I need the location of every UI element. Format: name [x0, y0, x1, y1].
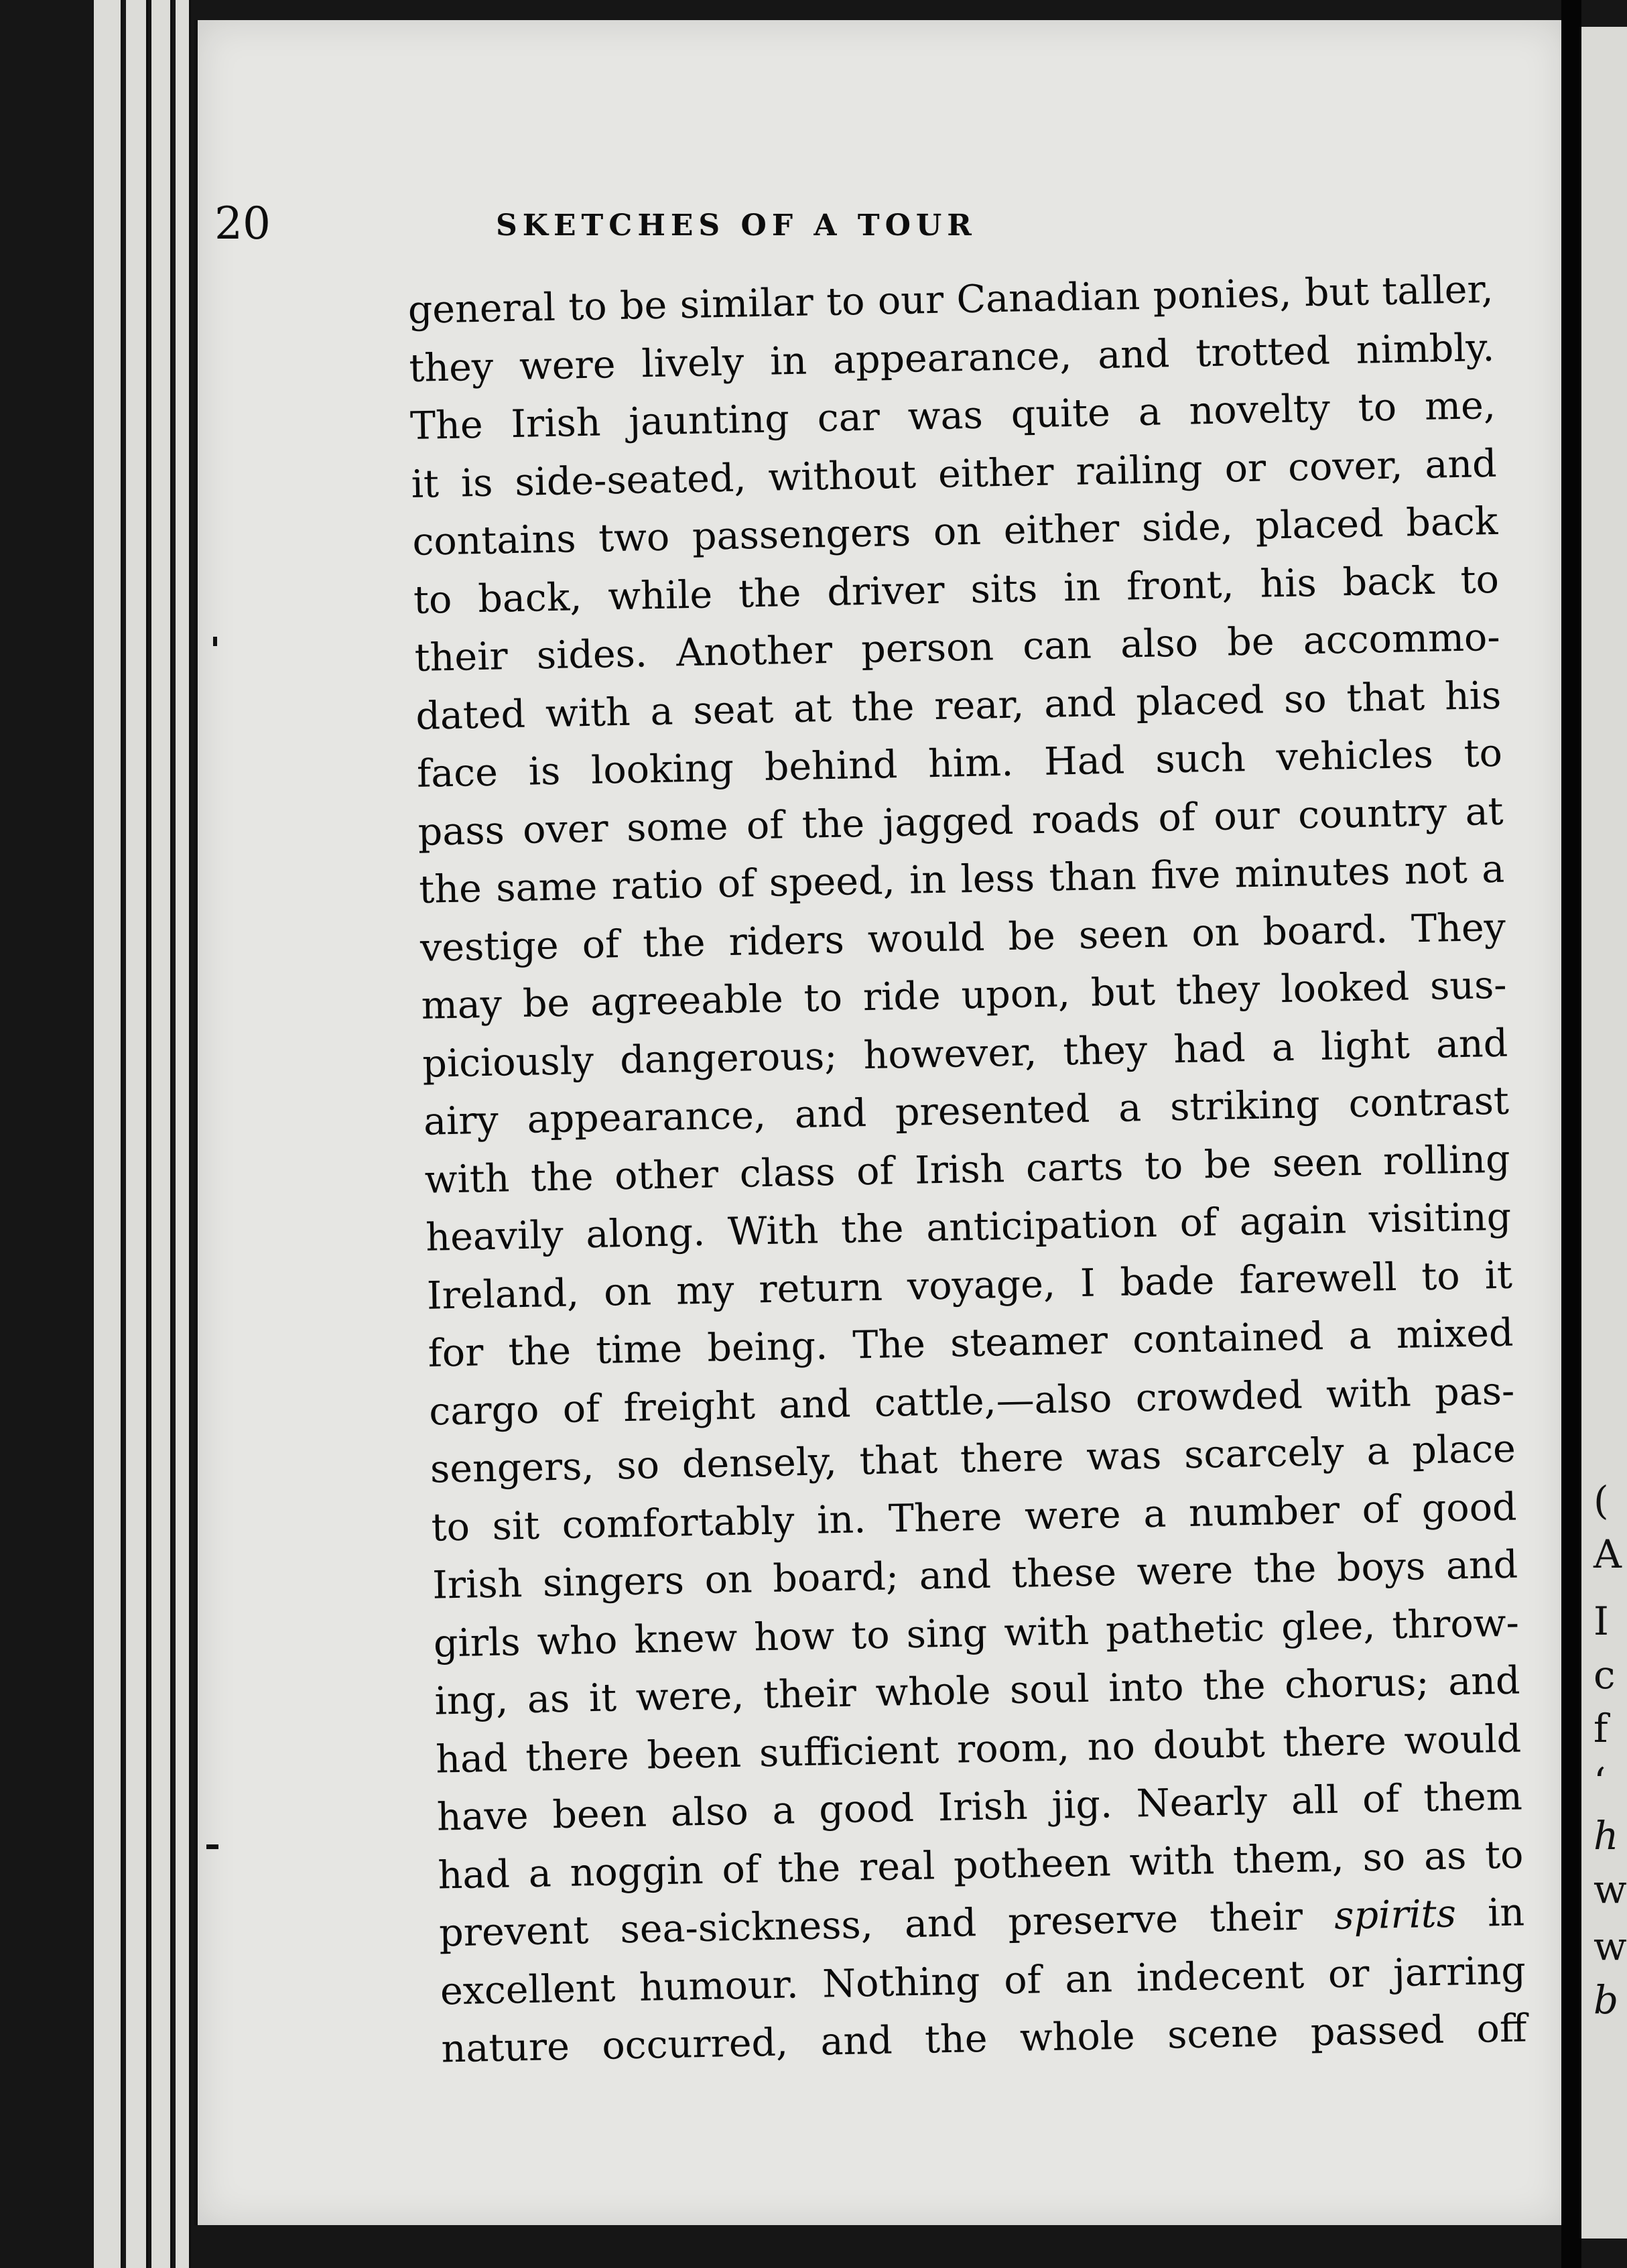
text-line: airy appearance, and presented a striking contrast [423, 1078, 1510, 1144]
facing-page-edge [1581, 27, 1627, 2239]
text-line: it is side-seated, without either railing or cover, and [411, 441, 1498, 507]
text-line: with the other class of Irish carts to be seen rolling [424, 1137, 1511, 1202]
text-line: heavily along. With the anticipation of again visiting [425, 1194, 1512, 1260]
facing-page-char: I [1593, 1598, 1609, 1644]
text-line: Ireland, on my return voyage, I bade farewell to it [426, 1253, 1513, 1318]
text-line: excellent humour. Nothing of an indecent or jarring [440, 1948, 1526, 2014]
text-line: piciously dangerous; however, they had a light and [421, 1021, 1508, 1086]
facing-page-char: ‘ [1593, 1759, 1606, 1805]
facing-page-char: c [1593, 1652, 1616, 1698]
facing-page-char: ( [1593, 1478, 1609, 1523]
text-line: nature occurred, and the whole scene passed off [441, 2006, 1527, 2072]
text-line: prevent sea-sickness, and preserve their spirits in [438, 1890, 1525, 1956]
ink-speck [206, 1844, 218, 1849]
page-number: 20 [214, 198, 271, 249]
facing-page-char: f [1593, 1706, 1608, 1751]
text-line: to sit comfortably in. There were a number of good [431, 1485, 1518, 1550]
text-line: girls who knew how to sing with pathetic glee, throw- [433, 1600, 1520, 1666]
text-line: cargo of freight and cattle,—also crowded with pas- [428, 1369, 1515, 1434]
text-line: to back, while the driver sits in front, his back to [413, 557, 1500, 623]
page-edge [126, 0, 148, 2268]
text-line: face is looking behind him. Had such vehicles to [416, 731, 1503, 796]
text-line: have been also a good Irish jig. Nearly all of them [436, 1774, 1523, 1840]
facing-page-char: b [1593, 1977, 1619, 2023]
italic-word: spirits [1333, 1891, 1457, 1938]
text-line: ing, as it were, their whole soul into the chorus; and [434, 1658, 1521, 1724]
text-line: vestige of the riders would be seen on board. They [419, 905, 1506, 970]
text-line: their sides. Another person can also be accommo- [414, 615, 1501, 680]
binding-gutter [1561, 0, 1581, 2268]
text-line: the same ratio of speed, in less than five minutes not a [418, 846, 1505, 912]
text-line: Irish singers on board; and these were the boys and [432, 1542, 1518, 1608]
page-header [214, 198, 1153, 258]
text-line: for the time being. The steamer contained a mixed [428, 1310, 1514, 1376]
facing-page-char: A [1593, 1531, 1622, 1577]
facing-page-char: w [1593, 1924, 1627, 1969]
text-line: may be agreeable to ride upon, but they looked sus- [421, 962, 1508, 1028]
facing-page-char: w [1593, 1867, 1627, 1912]
text-line: general to be similar to our Canadian ponies, but taller, [407, 267, 1494, 332]
page-edge [151, 0, 172, 2268]
text-line: had a noggin of the real potheen with them, so as to [438, 1832, 1524, 1898]
facing-page-char: h [1593, 1813, 1619, 1858]
body-text [407, 261, 1527, 2078]
running-head: SKETCHES OF A TOUR [496, 208, 977, 243]
text-line: pass over some of the jagged roads of our country at [417, 789, 1504, 855]
text-line: dated with a seat at the rear, and placed so that his [415, 673, 1502, 739]
text-line: had there been sufficient room, no doubt there would [435, 1716, 1522, 1782]
page-edge [94, 0, 123, 2268]
text-line: contains two passengers on either side, placed back [411, 499, 1498, 564]
page-edge [176, 0, 191, 2268]
ink-speck [213, 637, 217, 646]
text-line: The Irish jaunting car was quite a novelty to me, [409, 383, 1496, 448]
text-line: sengers, so densely, that there was scarcely a place [430, 1426, 1516, 1492]
text-line: they were lively in appearance, and trotted nimbly. [408, 325, 1495, 391]
